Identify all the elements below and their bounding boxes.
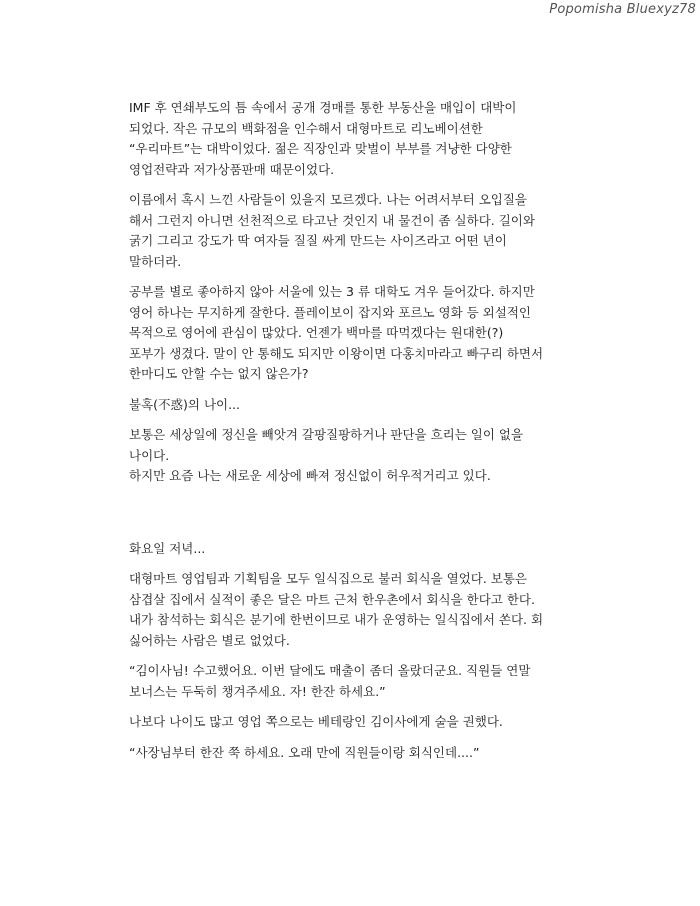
watermark-text: Popomisha Bluexyz78	[549, 2, 696, 17]
text-line: 나보다 나이도 많고 영업 쪽으로는 베테랑인 김이사에게 술을 권했다.	[129, 714, 503, 729]
text-line: 영어 하나는 무지하게 잘한다. 플레이보이 잡지와 포르노 영화 등 외설적인	[129, 304, 531, 320]
text-line: IMF 후 연쇄부도의 틈 속에서 공개 경매를 통한 부동산을 매입이 대박이	[129, 100, 517, 115]
paragraph	[129, 539, 589, 560]
text-line: 보너스는 두둑히 챙겨주세요. 자! 한잔 하세요.”	[129, 683, 386, 699]
text-line: 영업전략과 저가상품판매 때문이었다.	[129, 161, 335, 177]
text-line: 하지만 요즘 나는 새로운 세상에 빠져 정신없이 허우적거리고 있다.	[129, 468, 491, 483]
paragraph	[129, 98, 589, 180]
paragraph	[129, 425, 589, 487]
text-line: 내가 참석하는 회식은 분기에 한번이므로 내가 운영하는 일식집에서 쏜다. 회	[129, 612, 544, 627]
text-line: 보통은 세상일에 정신을 빼앗겨 갈팡질팡하거나 판단을 흐리는 일이 없을	[129, 427, 524, 442]
text-line: “김이사님! 수고했어요. 이번 달에도 매출이 좀더 올랐더군요. 직원들 연말	[129, 663, 531, 678]
text-line: 대형마트 영업팀과 기획팀을 모두 일식집으로 불러 회식을 열었다. 보통은	[129, 571, 528, 586]
text-line: 포부가 생겼다. 말이 안 통해도 되지만 이왕이면 다홍치마라고 빠구리 하면서	[129, 345, 544, 361]
text-line: 불혹(不惑)의 나이...	[129, 396, 241, 412]
text-line: 화요일 저녁...	[129, 540, 206, 556]
paragraph	[129, 395, 589, 416]
text-line: 목적으로 영어에 관심이 많았다. 언젠가 백마를 따먹겠다는 원대한(?)	[129, 325, 504, 340]
paragraph	[129, 569, 589, 651]
text-line: 싫어하는 사람은 별로 없었다.	[129, 632, 290, 648]
document-body	[129, 98, 589, 763]
paragraph	[129, 743, 589, 764]
text-line: 되었다. 작은 규모의 백화점을 인수해서 대형마트로 리노베이션한	[129, 120, 483, 136]
text-line: 한마디도 안할 수는 없지 않은가?	[129, 366, 309, 381]
paragraph	[129, 712, 589, 733]
text-line: 말하더라.	[129, 253, 182, 269]
text-line: 굵기 그리고 강도가 딱 여자들 질질 싸게 만드는 사이즈라고 어떤 년이	[129, 233, 507, 248]
paragraph	[129, 661, 589, 702]
text-line: 삼겹살 집에서 실적이 좋은 달은 마트 근처 한우촌에서 회식을 한다고 한다.	[129, 591, 535, 607]
text-line: 나이다.	[129, 447, 170, 463]
text-line: 이름에서 혹시 느낀 사람들이 있을지 모르겠다. 나는 어려서부터 오입질을	[129, 192, 528, 207]
text-line: 해서 그런지 아니면 선천적으로 타고난 것인지 내 물건이 좀 실하다. 길이와	[129, 212, 535, 228]
text-line: “사장님부터 한잔 쭉 하세요. 오래 만에 직원들이랑 회식인데....”	[129, 744, 480, 760]
text-line: 공부를 별로 좋아하지 않아 서울에 있는 3 류 대학도 겨우 들어갔다. 하지만	[129, 284, 535, 299]
paragraph	[129, 282, 589, 385]
text-line: “우리마트”는 대박이었다. 젊은 직장인과 맞벌이 부부를 겨냥한 다양한	[129, 141, 512, 156]
paragraph	[129, 190, 589, 272]
